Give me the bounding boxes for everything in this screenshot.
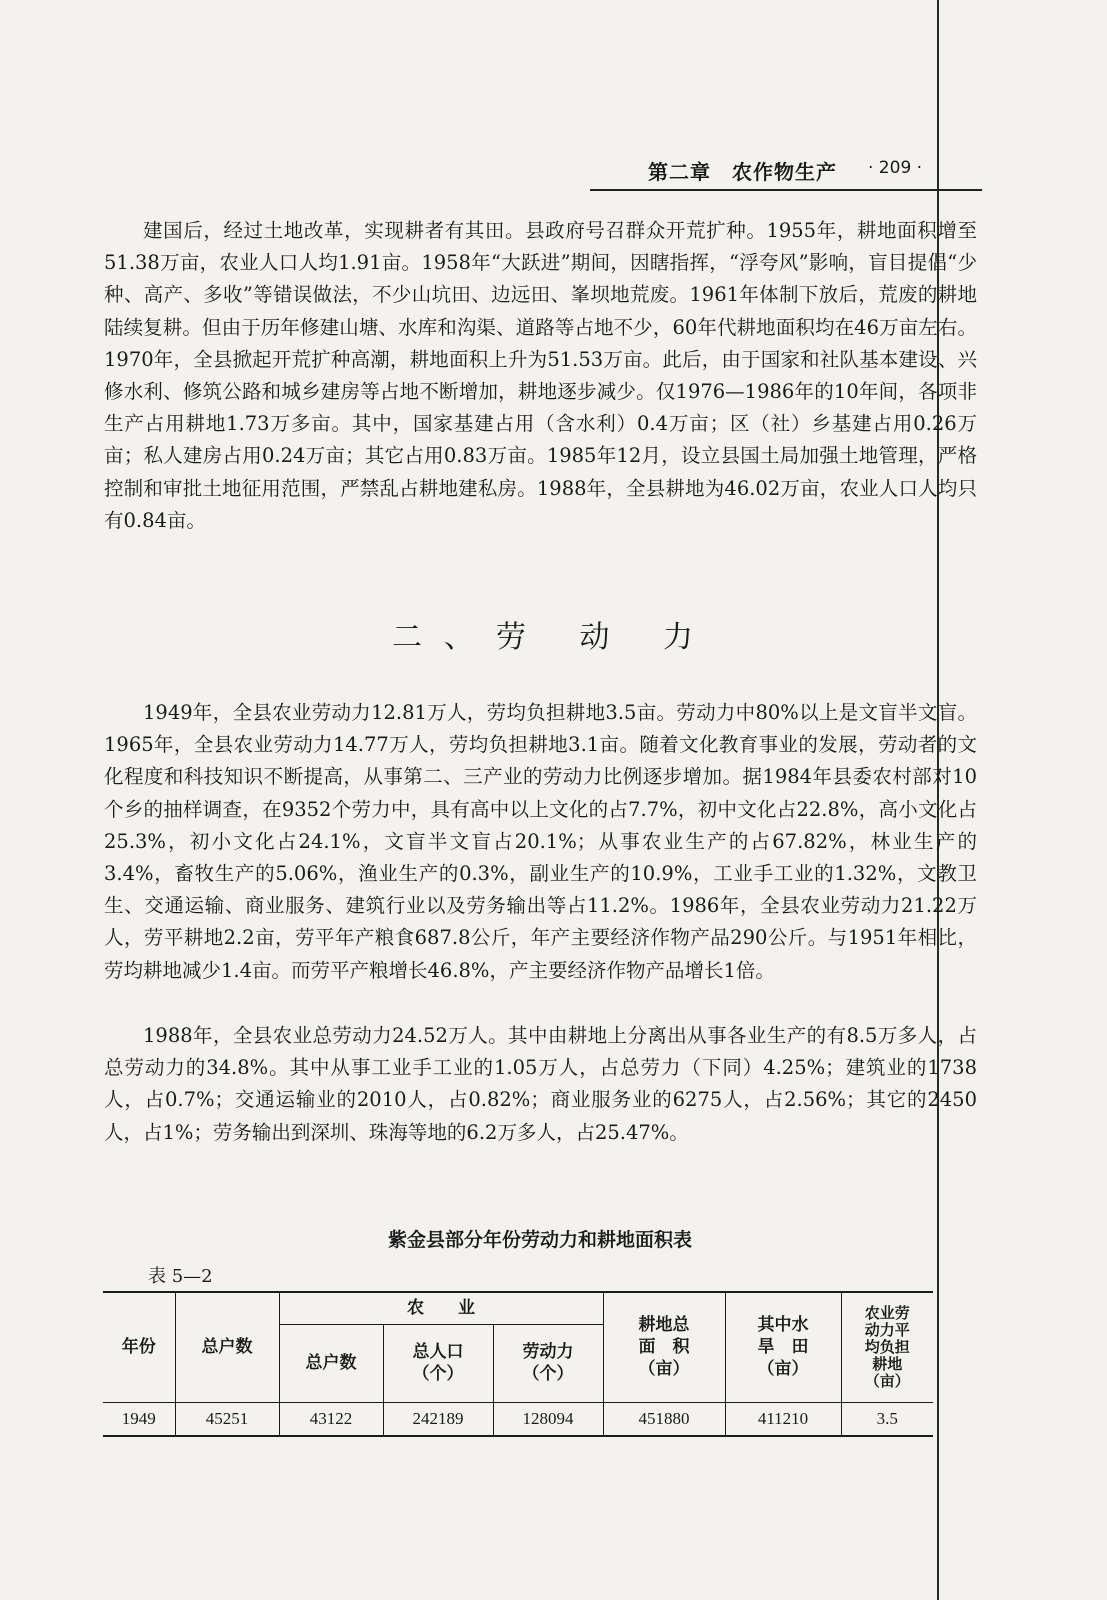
header-agri-population: 总人口 （个） xyxy=(383,1324,493,1402)
paragraph-land-history: 建国后，经过土地改革，实现耕者有其田。县政府号召群众开荒扩种。1955年，耕地面积增至51.38万亩，农业人口人均1.91亩。1958年“大跃进”期间，因瞎指挥，“浮夸风”影响，盲目提倡“少种、高产、多收”等错误做法，不少山坑田、边远田、峯坝地荒废。1961年体制下放后，荒废的耕地陆续复耕。但由于历年修建山塘、水库和沟渠、道路等占地不少，60年代耕地面积均在46万亩左右。1970年，全县掀起开荒扩种高潮，耕地面积上升为51.53万亩。此后，由于国家和社队基本建设、兴修水利、修筑公路和城乡建房等占地不断增加，耕地逐步减少。仅1976—1986年的10年间，各项非生产占用耕地1.73万多亩。其中，国家基建占用（含水利）0.4万亩；区（社）乡基建占用0.26万亩；私人建房占用0.24万亩；其它占用0.83万亩。1985年12月，设立县国土局加强土地管理，严格控制和审批土地征用范围，严禁乱占耕地建私房。1988年，全县耕地为46.02万亩，农业人口人均只有0.84亩。 xyxy=(104,219,977,532)
header-year: 年份 xyxy=(103,1292,175,1402)
header-arable-area: 耕地总 面 积 （亩） xyxy=(603,1292,725,1402)
header-agri-households: 总户数 xyxy=(279,1324,383,1402)
chapter-title: 第二章 农作物生产 xyxy=(648,160,837,184)
header-agriculture-group: 农 业 xyxy=(279,1292,603,1324)
section-heading: 二、劳 动 力 xyxy=(391,620,716,655)
paragraph-labor-1988: 1988年，全县农业总劳动力24.52万人。其中由耕地上分离出从事各业生产的有8.5万多人，占总劳动力的34.8%。其中从事工业手工业的1.05万人，占总劳力（下同）4.25%；建筑业的1738人，占0.7%；交通运输业的2010人，占0.82%；商业服务业的6275人，占2.56%；其它的2450人，占1%；劳务输出到深圳、珠海等地的6.2万多人，占25.47%。 xyxy=(104,1024,977,1144)
header-land-per-labor: 农业劳 动力平 均负担 耕地 （亩） xyxy=(841,1292,933,1402)
running-header xyxy=(590,152,982,192)
labor-land-table xyxy=(103,1291,933,1437)
table-label: 表 5—2 xyxy=(148,1266,213,1287)
header-paddy-area: 其中水 旱 田 （亩） xyxy=(725,1292,841,1402)
header-rule xyxy=(590,189,982,191)
cell-agri-labor: 128094 xyxy=(493,1402,603,1436)
header-agri-labor: 劳动力 （个） xyxy=(493,1324,603,1402)
cell-agri-population: 242189 xyxy=(383,1402,493,1436)
header-households: 总户数 xyxy=(175,1292,279,1402)
cell-arable-area: 451880 xyxy=(603,1402,725,1436)
cell-year: 1949 xyxy=(103,1402,175,1436)
cell-households: 45251 xyxy=(175,1402,279,1436)
paragraph-labor-1949-1986: 1949年，全县农业劳动力12.81万人，劳均负担耕地3.5亩。劳动力中80%以上是文盲半文盲。1965年，全县农业劳动力14.77万人，劳均负担耕地3.1亩。随着文化教育事业的发展，劳动者的文化程度和科技知识不断提高，从事第二、三产业的劳动力比例逐步增加。据1984年县委农村部对10个乡的抽样调查，在9352个劳力中，具有高中以上文化的占7.7%，初中文化占22.8%，高小文化占25.3%，初小文化占24.1%，文盲半文盲占20.1%；从事农业生产的占67.82%，林业生产的3.4%，畜牧生产的5.06%，渔业生产的0.3%，副业生产的10.9%，工业手工业的1.32%，文教卫生、交通运输、商业服务、建筑行业以及劳务输出等占11.2%。1986年，全县农业劳动力21.22万人，劳平耕地2.2亩，劳平年产粮食687.8公斤，年产主要经济作物产品290公斤。与1951年相比，劳均耕地减少1.4亩。而劳平产粮增长46.8%，产主要经济作物产品增长1倍。 xyxy=(104,701,977,982)
table-title: 紫金县部分年份劳动力和耕地面积表 xyxy=(387,1229,692,1251)
cell-land-per-labor: 3.5 xyxy=(841,1402,933,1436)
cell-paddy-area: 411210 xyxy=(725,1402,841,1436)
table-row xyxy=(103,1402,933,1436)
page-number: · 209 · xyxy=(868,158,923,178)
cell-agri-households: 43122 xyxy=(279,1402,383,1436)
